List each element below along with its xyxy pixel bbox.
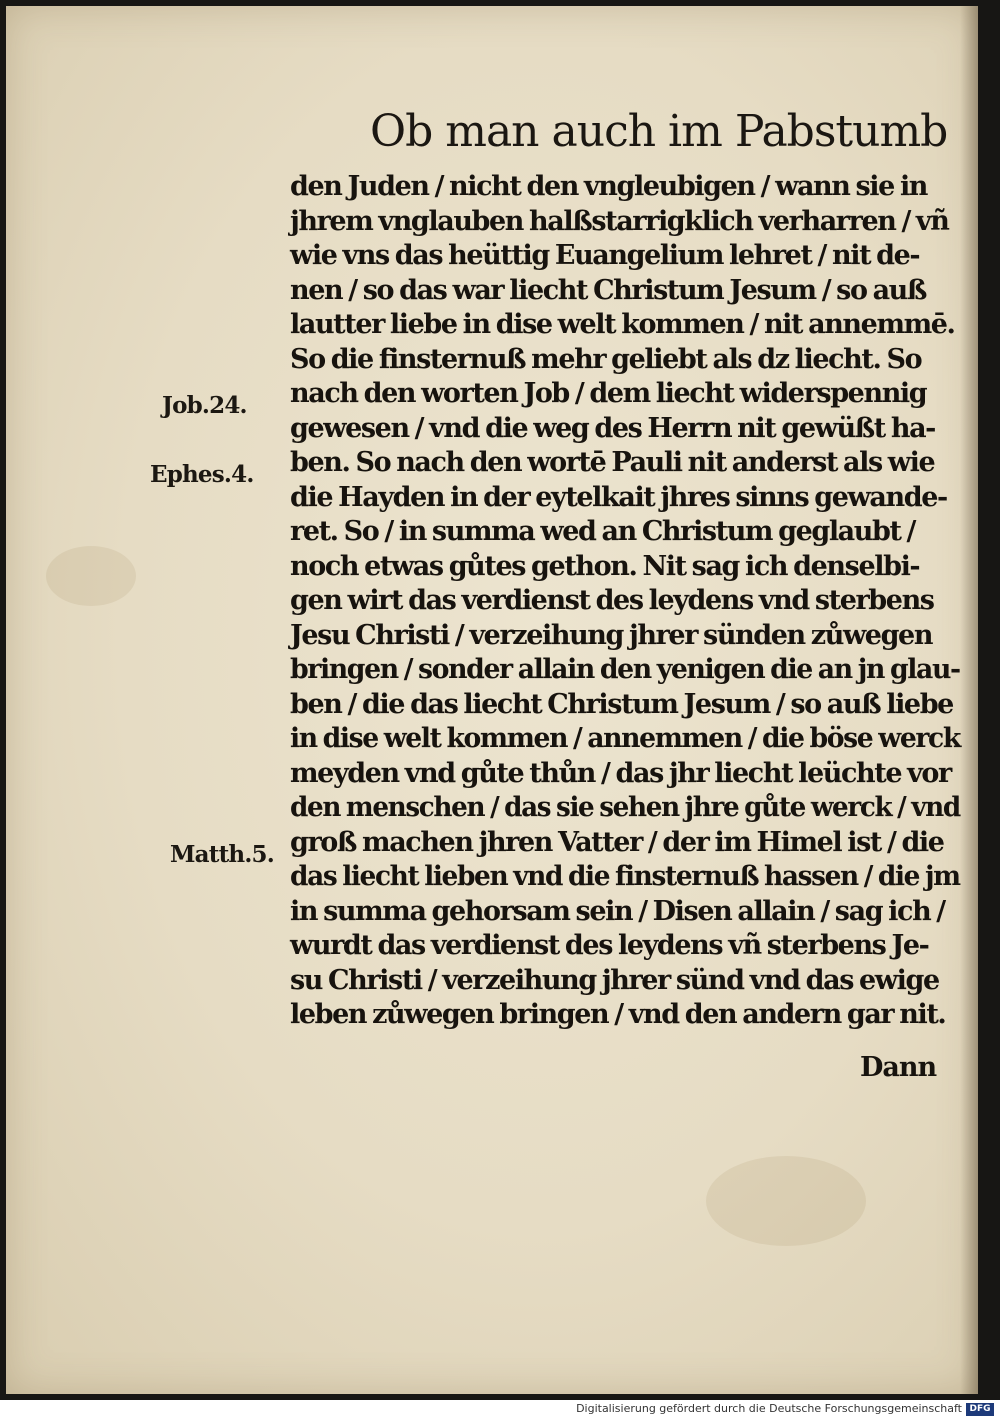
paper-stain xyxy=(46,546,136,606)
margin-note-ephes: Ephes.4. xyxy=(150,461,254,488)
text-line: den menschen / das sie sehen jhre gůte werck / vnd xyxy=(290,792,960,823)
text-line: wurdt das verdienst des leydens vñ sterbens Je- xyxy=(290,930,929,961)
text-line: ret. So / in summa wed an Christum geglaubt / xyxy=(290,516,916,547)
text-line: So die finsternuß mehr geliebt als dz liecht. So xyxy=(290,343,922,375)
paper-stain xyxy=(706,1156,866,1246)
text-line: den Juden / nicht den vngleubigen / wann sie in xyxy=(290,171,928,202)
text-line: nach den worten Job / dem liecht widerspennig xyxy=(290,378,927,409)
text-line: bringen / sonder allain den yenigen die an jn glau- xyxy=(290,654,960,685)
text-line: in summa gehorsam sein / Disen allain / sag ich / xyxy=(290,895,945,927)
text-line: meyden vnd gůte thůn / das jhr liecht leüchte vor xyxy=(290,757,951,789)
margin-note-job: Job.24. xyxy=(162,392,247,419)
margin-note-matth: Matth.5. xyxy=(170,841,274,868)
body-text xyxy=(290,170,962,1033)
text-line: Jesu Christi / verzeihung jhrer sünden zůwegen xyxy=(290,619,933,651)
page-gutter-shadow xyxy=(960,6,978,1394)
text-line: gen wirt das verdienst des leydens vnd sterbens xyxy=(290,585,934,616)
text-line: ben / die das liecht Christum Jesum / so auß liebe xyxy=(290,688,953,720)
dfg-logo-icon: DFG xyxy=(966,1403,994,1416)
text-line: in dise welt kommen / annemmen / die böse werck xyxy=(290,723,960,754)
text-line: wie vns das heüttig Euangelium lehret / nit de- xyxy=(290,240,920,271)
text-line: su Christi / verzeihung jhrer sünd vnd das ewige xyxy=(290,964,939,996)
text-line: ben. So nach den wortē Pauli nit anderst als wie xyxy=(290,447,935,478)
text-line: gewesen / vnd die weg des Herrn nit gewüßt ha- xyxy=(290,412,935,444)
text-line: nen / so das war liecht Christum Jesum / so auß xyxy=(290,274,927,306)
running-head: Ob man auch im Pabstumb xyxy=(370,106,948,157)
text-line: groß machen jhren Vatter / der im Himel ist / die xyxy=(290,826,944,858)
text-line: lautter liebe in dise welt kommen / nit annemmē. xyxy=(290,309,955,340)
text-line: das liecht lieben vnd die finsternuß hassen / die jm xyxy=(290,861,960,892)
text-line: die Hayden in der eytelkait jhres sinns gewande- xyxy=(290,481,947,513)
text-line: noch etwas gůtes gethon. Nit sag ich denselbi- xyxy=(290,550,920,582)
text-line: jhrem vnglauben halßstarrigklich verharren / vñ xyxy=(290,205,949,237)
footer-credit: Digitalisierung gefördert durch die Deutsche Forschungsgemeinschaft xyxy=(576,1402,962,1415)
text-line: leben zůwegen bringen / vnd den andern gar nit. xyxy=(290,999,946,1030)
catchword: Dann xyxy=(860,1052,937,1083)
